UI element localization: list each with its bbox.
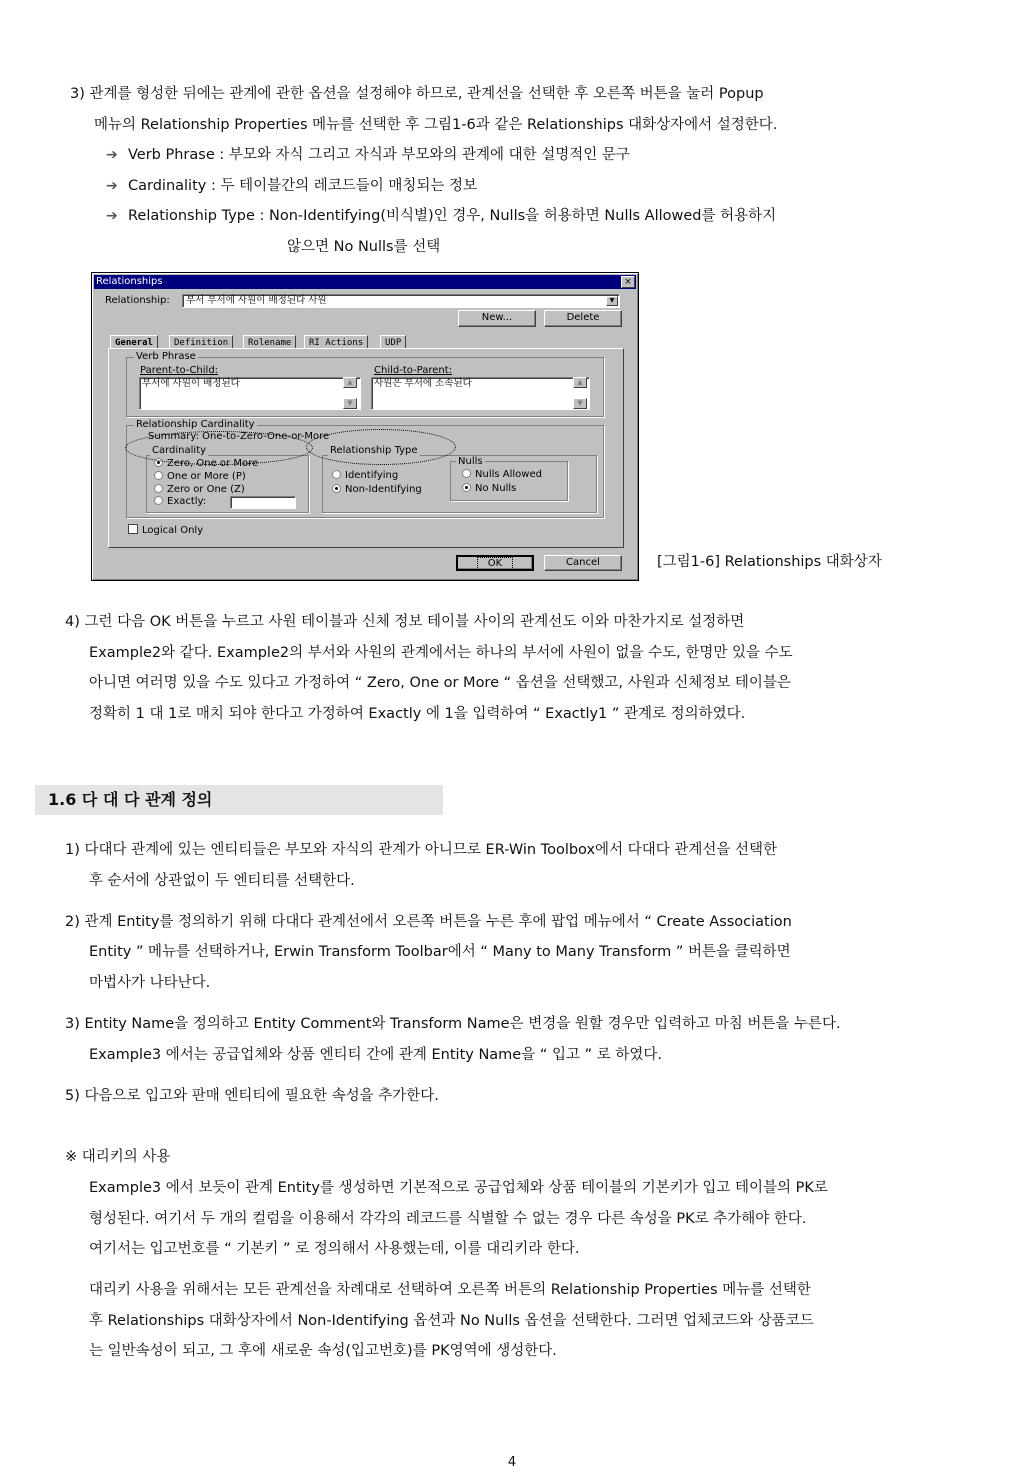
step-2-line-3: 마법사가 나타난다.	[89, 975, 211, 991]
dialog-titlebar	[94, 275, 636, 289]
radio-identifying[interactable]: Identifying	[332, 470, 398, 481]
para-3-line-2: 메뉴의 Relationship Properties 메뉴를 선택한 후 그림1-6과 같은 Relationships 대화상자에서 설정한다.	[94, 117, 778, 133]
cardinality-sub-label: Cardinality	[152, 445, 207, 456]
tab-definition[interactable]: Definition	[169, 335, 233, 349]
section-heading: 1.6 다 대 다 관계 정의	[35, 785, 443, 815]
radio-icon	[462, 469, 471, 478]
verb-phrase-label: Verb Phrase	[136, 351, 196, 362]
arrow-icon: ➔	[106, 147, 118, 163]
step-2-line-1: 2) 관계 Entity를 정의하기 위해 다대다 관계선에서 오른쪽 버튼을 누른 후에 팝업 메뉴에서 “ Create Association	[65, 914, 792, 930]
note-line-6: 는 일반속성이 되고, 그 후에 새로운 속성(입고번호)를 PK영역에 생성한다.	[89, 1343, 557, 1359]
cancel-button[interactable]: Cancel	[544, 555, 622, 571]
note-line-4: 대리키 사용을 위해서는 모든 관계선을 차례대로 선택하여 오른쪽 버튼의 Relationship Properties 메뉴를 선택한	[89, 1282, 811, 1298]
step-5: 5) 다음으로 입고와 판매 엔티티에 필요한 속성을 추가한다.	[65, 1088, 439, 1104]
para-4-line-3: 아니면 여러명 있을 수도 있다고 가정하여 “ Zero, One or More “ 옵션을 선택했고, 사원과 신체정보 테이블은	[89, 675, 791, 691]
radio-one-or-more[interactable]: One or More (P)	[154, 471, 246, 482]
radio-zero-one-more[interactable]: Zero, One or More	[154, 458, 258, 469]
parent-to-child-label: Parent-to-Child:	[140, 365, 219, 376]
annotation-oval-cardinality	[125, 431, 313, 465]
checkbox-icon	[128, 524, 138, 534]
annotation-oval-type	[306, 429, 456, 465]
parent-to-child-value: 부서에 사원이 배정된다	[142, 378, 240, 389]
radio-icon	[154, 471, 163, 480]
page-number: 4	[507, 1455, 517, 1470]
step-3-line-1: 3) Entity Name을 정의하고 Entity Comment와 Transform Name은 변경을 원할 경우만 입력하고 마침 버튼을 누른다.	[65, 1016, 841, 1032]
bullet-relationship-type: ➔ Relationship Type : Non-Identifying(비식별)인 경우, Nulls을 허용하면 Nulls Allowed를 허용하지	[106, 208, 777, 224]
note-line-2: 형성된다. 여기서 두 개의 컬럼을 이용해서 각각의 레코드를 식별할 수 없는 경우 다른 속성을 PK로 추가해야 한다.	[89, 1211, 807, 1227]
para-4-line-4: 정확히 1 대 1로 매치 되야 한다고 가정하여 Exactly 에 1을 입력하여 “ Exactly1 ” 관계로 정의하였다.	[89, 706, 746, 722]
child-to-parent-field[interactable]	[371, 377, 590, 410]
cardinality-group-label: Relationship Cardinality	[136, 419, 255, 430]
scroll-up-icon[interactable]: ▲	[343, 377, 357, 388]
arrow-icon: ➔	[106, 208, 118, 224]
note-line-3: 여기서는 입고번호를 “ 기본키 ” 로 정의해서 사용했는데, 이를 대리키라 한다.	[89, 1241, 580, 1257]
arrow-icon: ➔	[106, 178, 118, 194]
para-3-line-1: 3) 관계를 형성한 뒤에는 관계에 관한 옵션을 설정해야 하므로, 관계선을 선택한 후 오른쪽 버튼을 눌러 Popup	[70, 86, 764, 102]
step-3-line-2: Example3 에서는 공급업체와 상품 엔티티 간에 관계 Entity Name을 “ 입고 ” 로 하였다.	[89, 1047, 662, 1063]
tab-rolename[interactable]: Rolename	[243, 335, 296, 349]
note-line-1: Example3 에서 보듯이 관계 Entity를 생성하면 기본적으로 공급업체와 상품 테이블의 기본키가 입고 테이블의 PK로	[89, 1180, 828, 1196]
scroll-up-icon[interactable]: ▲	[573, 377, 587, 388]
bullet-cardinality: ➔ Cardinality : 두 테이블간의 레코드들이 매칭되는 정보	[106, 178, 478, 194]
new-button[interactable]: New...	[458, 310, 536, 327]
para-4-line-2: Example2와 같다. Example2의 부서와 사원의 관계에서는 하나의 부서에 사원이 없을 수도, 한명만 있을 수도	[89, 645, 793, 661]
relationship-label: Relationship:	[105, 295, 170, 306]
scroll-down-icon[interactable]: ▼	[573, 398, 587, 409]
close-icon[interactable]: ×	[621, 276, 635, 288]
tab-udp[interactable]: UDP	[380, 335, 406, 349]
radio-nulls-allowed[interactable]: Nulls Allowed	[462, 469, 542, 480]
child-to-parent-label: Child-to-Parent:	[374, 365, 453, 376]
radio-no-nulls[interactable]: No Nulls	[462, 483, 516, 494]
relationship-value: 부서 부서에 사원이 배정된다 사원	[186, 295, 327, 306]
bullet-verb-phrase: ➔ Verb Phrase : 부모와 자식 그리고 자식과 부모와의 관계에 대한 설명적인 문구	[106, 147, 630, 163]
child-to-parent-value: 사원은 부서에 소속된다	[374, 378, 472, 389]
nulls-label: Nulls	[458, 456, 483, 467]
relationship-select[interactable]	[182, 294, 620, 308]
figure-caption: [그림1-6] Relationships 대화상자	[657, 554, 882, 570]
parent-to-child-field[interactable]	[139, 377, 361, 410]
logical-only-checkbox[interactable]: Logical Only	[128, 524, 203, 536]
dialog-title: Relationships	[96, 276, 163, 287]
relationship-type-label: Relationship Type	[330, 445, 418, 456]
tab-general[interactable]: General	[110, 335, 158, 349]
radio-exactly[interactable]: Exactly:	[154, 496, 206, 507]
radio-icon	[332, 470, 341, 479]
step-1-line-2: 후 순서에 상관없이 두 엔티티를 선택한다.	[89, 873, 355, 889]
chevron-down-icon[interactable]: ▼	[606, 296, 618, 306]
para-4-line-1: 4) 그런 다음 OK 버튼을 누르고 사원 테이블과 신체 정보 테이블 사이의 관계선도 이와 마찬가지로 설정하면	[65, 614, 745, 630]
radio-zero-or-one[interactable]: Zero or One (Z)	[154, 484, 245, 495]
radio-non-identifying[interactable]: Non-Identifying	[332, 484, 422, 495]
tab-ri-actions[interactable]: RI Actions	[304, 335, 368, 349]
radio-icon	[154, 496, 163, 505]
relationships-dialog	[91, 272, 639, 581]
radio-icon	[154, 484, 163, 493]
delete-button[interactable]: Delete	[544, 310, 622, 327]
bullet-relationship-type-cont: 않으면 No Nulls를 선택	[287, 239, 441, 255]
radio-icon	[462, 483, 471, 492]
summary-text: Summary: One-to-Zero-One-or-More	[148, 431, 330, 442]
note-title: ※ 대리키의 사용	[65, 1149, 171, 1165]
radio-icon	[332, 484, 341, 493]
exactly-input[interactable]	[230, 496, 296, 509]
ok-button[interactable]: OK	[456, 555, 534, 571]
step-2-line-2: Entity ” 메뉴를 선택하거나, Erwin Transform Toolbar에서 “ Many to Many Transform ” 버튼을 클릭하면	[89, 944, 791, 960]
step-1-line-1: 1) 다대다 관계에 있는 엔티티들은 부모와 자식의 관계가 아니므로 ER-Win Toolbox에서 다대다 관계선을 선택한	[65, 842, 777, 858]
scroll-down-icon[interactable]: ▼	[343, 398, 357, 409]
note-line-5: 후 Relationships 대화상자에서 Non-Identifying 옵션과 No Nulls 옵션을 선택한다. 그러면 업체코드와 상품코드	[89, 1313, 814, 1329]
